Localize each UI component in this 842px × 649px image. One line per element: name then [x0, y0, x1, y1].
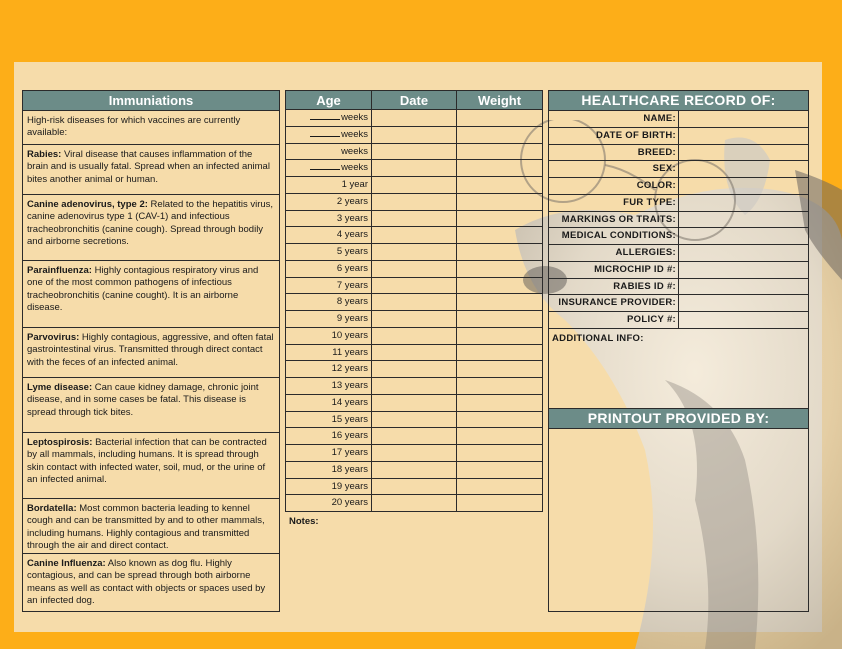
weight-cell[interactable]	[457, 144, 543, 161]
age-cell[interactable]	[285, 211, 372, 228]
age-label: 9 years	[336, 313, 368, 324]
weight-cell[interactable]	[457, 278, 543, 295]
date-cell[interactable]	[372, 428, 457, 445]
age-label: 7 years	[336, 279, 368, 291]
record-field-label: RABIES ID #:	[549, 279, 679, 296]
age-cell[interactable]	[285, 127, 372, 144]
age-label: weeks	[341, 128, 368, 140]
disease-adenovirus: Canine adenovirus, type 2: Related to the hepatitis virus, canine adenovirus type 1 (CAV-1) and infectious tracheobronchitis (canine cough). Spread through bodily and airborne secretions.	[23, 195, 279, 261]
record-field-value[interactable]	[679, 195, 808, 212]
age-cell[interactable]	[285, 445, 372, 462]
date-cell[interactable]	[372, 144, 457, 161]
age-label: 20 years	[331, 497, 368, 509]
age-cell[interactable]	[285, 428, 372, 445]
record-field-label: BREED:	[549, 145, 679, 162]
schedule-row	[285, 160, 543, 177]
disease-parvovirus: Parvovirus: Highly contagious, aggressive, and often fatal gastrointestinal virus. Transmitted through direct contact with the feces of an infected animal.	[23, 328, 279, 378]
date-cell[interactable]	[372, 110, 457, 127]
immunizations-title: Immuniations	[23, 91, 279, 111]
schedule-row	[285, 428, 543, 445]
date-cell[interactable]	[372, 311, 457, 328]
schedule-row	[285, 311, 543, 328]
weight-cell[interactable]	[457, 177, 543, 194]
record-field-label: DATE OF BIRTH:	[549, 128, 679, 145]
record-field-row	[549, 228, 808, 245]
week-blank	[310, 110, 340, 120]
vaccination-schedule-table	[285, 90, 543, 612]
date-cell[interactable]	[372, 227, 457, 244]
date-cell[interactable]	[372, 244, 457, 261]
date-cell[interactable]	[372, 479, 457, 496]
record-field-label: POLICY #:	[549, 312, 679, 329]
date-cell[interactable]	[372, 278, 457, 295]
schedule-row	[285, 378, 543, 395]
age-label: 4 years	[336, 229, 368, 241]
age-label: 18 years	[331, 463, 368, 475]
schedule-header-row	[285, 90, 543, 110]
record-field-value[interactable]	[679, 212, 808, 229]
weight-cell[interactable]	[457, 160, 543, 177]
date-cell[interactable]	[372, 160, 457, 177]
age-label: weeks	[341, 145, 368, 157]
record-field-row	[549, 262, 808, 279]
age-label: 6 years	[336, 262, 368, 274]
age-label: 12 years	[331, 363, 368, 375]
schedule-row	[285, 395, 543, 412]
schedule-row	[285, 261, 543, 278]
healthcare-record-panel	[548, 90, 809, 612]
age-cell[interactable]	[285, 278, 372, 295]
record-field-row	[549, 161, 808, 178]
age-cell[interactable]	[285, 261, 372, 278]
record-field-value[interactable]	[679, 161, 808, 178]
age-label: 10 years	[331, 329, 368, 341]
record-field-value[interactable]	[679, 295, 808, 312]
age-cell[interactable]	[285, 160, 372, 177]
record-field-row	[549, 279, 808, 296]
schedule-row	[285, 462, 543, 479]
schedule-row	[285, 211, 543, 228]
age-label: 5 years	[336, 246, 368, 257]
schedule-row	[285, 177, 543, 194]
age-cell[interactable]	[285, 177, 372, 194]
age-cell[interactable]	[285, 412, 372, 429]
weight-cell[interactable]	[457, 395, 543, 412]
weight-cell[interactable]	[457, 378, 543, 395]
schedule-row	[285, 495, 543, 512]
disease-lyme: Lyme disease: Can caue kidney damage, chronic joint disease, and in some cases be fatal. This disease is spread through tick bites.	[23, 378, 279, 433]
age-cell[interactable]	[285, 495, 372, 512]
schedule-row	[285, 144, 543, 161]
record-field-row	[549, 145, 808, 162]
weight-cell[interactable]	[457, 328, 543, 345]
record-field-value[interactable]	[679, 312, 808, 329]
age-label: 14 years	[331, 396, 368, 408]
age-label: 17 years	[331, 447, 368, 458]
record-field-value[interactable]	[679, 279, 808, 296]
additional-info-label: ADDITIONAL INFO:	[549, 329, 808, 409]
weight-column-header: Weight	[457, 90, 543, 110]
weight-cell[interactable]	[457, 412, 543, 429]
record-field-label: MICROCHIP ID #:	[549, 262, 679, 279]
disease-leptospirosis: Leptospirosis: Bacterial infection that can be contracted by all mammals, including humans. It is spread through skin contact with infected water, soil, mud, or the urine of an infected animal.	[23, 433, 279, 499]
record-field-value[interactable]	[679, 178, 808, 195]
age-cell[interactable]	[285, 194, 372, 211]
record-field-label: MEDICAL CONDITIONS:	[549, 228, 679, 245]
weight-cell[interactable]	[457, 211, 543, 228]
age-cell[interactable]	[285, 328, 372, 345]
age-cell[interactable]	[285, 345, 372, 362]
record-field-label: COLOR:	[549, 178, 679, 195]
age-cell[interactable]	[285, 311, 372, 328]
record-field-label: NAME:	[549, 111, 679, 128]
schedule-row	[285, 127, 543, 144]
record-field-label: ALLERGIES:	[549, 245, 679, 262]
record-field-value[interactable]	[679, 145, 808, 162]
age-cell[interactable]	[285, 294, 372, 311]
schedule-row	[285, 479, 543, 496]
disease-parainfluenza: Parainfluenza: Highly contagious respiratory virus and one of the most common pathogens of infectious tracheobronchitis (canine cought). It is an airborne disease.	[23, 261, 279, 328]
record-field-row	[549, 212, 808, 229]
record-field-row	[549, 178, 808, 195]
date-cell[interactable]	[372, 194, 457, 211]
age-cell[interactable]	[285, 378, 372, 395]
record-field-row	[549, 245, 808, 262]
weight-cell[interactable]	[457, 428, 543, 445]
notes-label: Notes:	[289, 516, 319, 527]
schedule-row	[285, 328, 543, 345]
schedule-row	[285, 345, 543, 362]
schedule-row	[285, 361, 543, 378]
disease-intro: High-risk diseases for which vaccines are currently available:	[23, 111, 279, 145]
weight-cell[interactable]	[457, 110, 543, 127]
record-field-value[interactable]	[679, 128, 808, 145]
age-cell[interactable]	[285, 244, 372, 261]
record-field-value[interactable]	[679, 245, 808, 262]
record-field-label: SEX:	[549, 161, 679, 178]
weight-cell[interactable]	[457, 244, 543, 261]
age-label: 15 years	[331, 413, 368, 425]
date-cell[interactable]	[372, 127, 457, 144]
weight-cell[interactable]	[457, 345, 543, 362]
schedule-row	[285, 294, 543, 311]
date-cell[interactable]	[372, 328, 457, 345]
weight-cell[interactable]	[457, 361, 543, 378]
age-cell[interactable]	[285, 462, 372, 479]
date-cell[interactable]	[372, 395, 457, 412]
date-cell[interactable]	[372, 445, 457, 462]
immunizations-panel	[22, 90, 280, 612]
schedule-row	[285, 445, 543, 462]
date-column-header: Date	[372, 90, 457, 110]
age-label: weeks	[341, 112, 368, 123]
record-field-label: INSURANCE PROVIDER:	[549, 295, 679, 312]
disease-bordatella: Bordatella: Most common bacteria leading to kennel cough and can be transmitted by and to other mammals, including humans. Highly contagious and transmitted through the air and direct contact.	[23, 499, 279, 554]
schedule-row	[285, 412, 543, 429]
age-cell[interactable]	[285, 361, 372, 378]
record-field-row	[549, 128, 808, 145]
weight-cell[interactable]	[457, 311, 543, 328]
age-label: 8 years	[336, 296, 368, 308]
healthcare-record-title: HEALTHCARE RECORD OF:	[549, 91, 808, 111]
record-field-label: MARKINGS OR TRAITS:	[549, 212, 679, 229]
weight-cell[interactable]	[457, 294, 543, 311]
age-label: 19 years	[331, 480, 368, 492]
age-cell[interactable]	[285, 395, 372, 412]
schedule-row	[285, 227, 543, 244]
weight-cell[interactable]	[457, 227, 543, 244]
weight-cell[interactable]	[457, 127, 543, 144]
age-label: 11 years	[332, 346, 368, 358]
date-cell[interactable]	[372, 177, 457, 194]
schedule-row	[285, 194, 543, 211]
weight-cell[interactable]	[457, 261, 543, 278]
age-cell[interactable]	[285, 144, 372, 161]
record-field-value[interactable]	[679, 228, 808, 245]
age-label: 3 years	[336, 212, 368, 224]
week-blank	[310, 160, 340, 170]
age-cell[interactable]	[285, 479, 372, 496]
date-cell[interactable]	[372, 294, 457, 311]
weight-cell[interactable]	[457, 194, 543, 211]
date-cell[interactable]	[372, 378, 457, 395]
date-cell[interactable]	[372, 361, 457, 378]
age-label: weeks	[341, 162, 368, 174]
date-cell[interactable]	[372, 345, 457, 362]
age-label: 16 years	[331, 430, 368, 442]
weight-cell[interactable]	[457, 462, 543, 479]
schedule-rows	[285, 110, 543, 512]
date-cell[interactable]	[372, 495, 457, 512]
record-field-label: FUR TYPE:	[549, 195, 679, 212]
age-label: 2 years	[336, 195, 368, 207]
age-column-header: Age	[285, 90, 372, 110]
printout-provided-title: PRINTOUT PROVIDED BY:	[549, 409, 808, 429]
record-field-row	[549, 195, 808, 212]
record-field-value[interactable]	[679, 111, 808, 128]
record-field-value[interactable]	[679, 262, 808, 279]
schedule-row	[285, 244, 543, 261]
weight-cell[interactable]	[457, 495, 543, 512]
age-label: 1 year	[341, 179, 368, 190]
age-label: 13 years	[331, 380, 368, 391]
record-field-row	[549, 111, 808, 128]
date-cell[interactable]	[372, 462, 457, 479]
age-cell[interactable]	[285, 110, 372, 127]
schedule-row	[285, 278, 543, 295]
age-cell[interactable]	[285, 227, 372, 244]
weight-cell[interactable]	[457, 445, 543, 462]
schedule-row	[285, 110, 543, 127]
record-field-row	[549, 312, 808, 329]
record-field-row	[549, 295, 808, 312]
disease-canine-influenza: Canine Influenza: Also known as dog flu. Highly contagious, and can be spread through both airborne means as well as contact with objects or spaces used by an infected dog.	[27, 558, 266, 607]
disease-rabies: Rabies: Viral disease that causes inflammation of the brain and is usually fatal. Spread when an infected animal bites another animal or human.	[23, 145, 279, 195]
date-cell[interactable]	[372, 211, 457, 228]
weight-cell[interactable]	[457, 479, 543, 496]
week-blank	[310, 127, 340, 137]
record-fields	[549, 111, 808, 329]
date-cell[interactable]	[372, 261, 457, 278]
date-cell[interactable]	[372, 412, 457, 429]
